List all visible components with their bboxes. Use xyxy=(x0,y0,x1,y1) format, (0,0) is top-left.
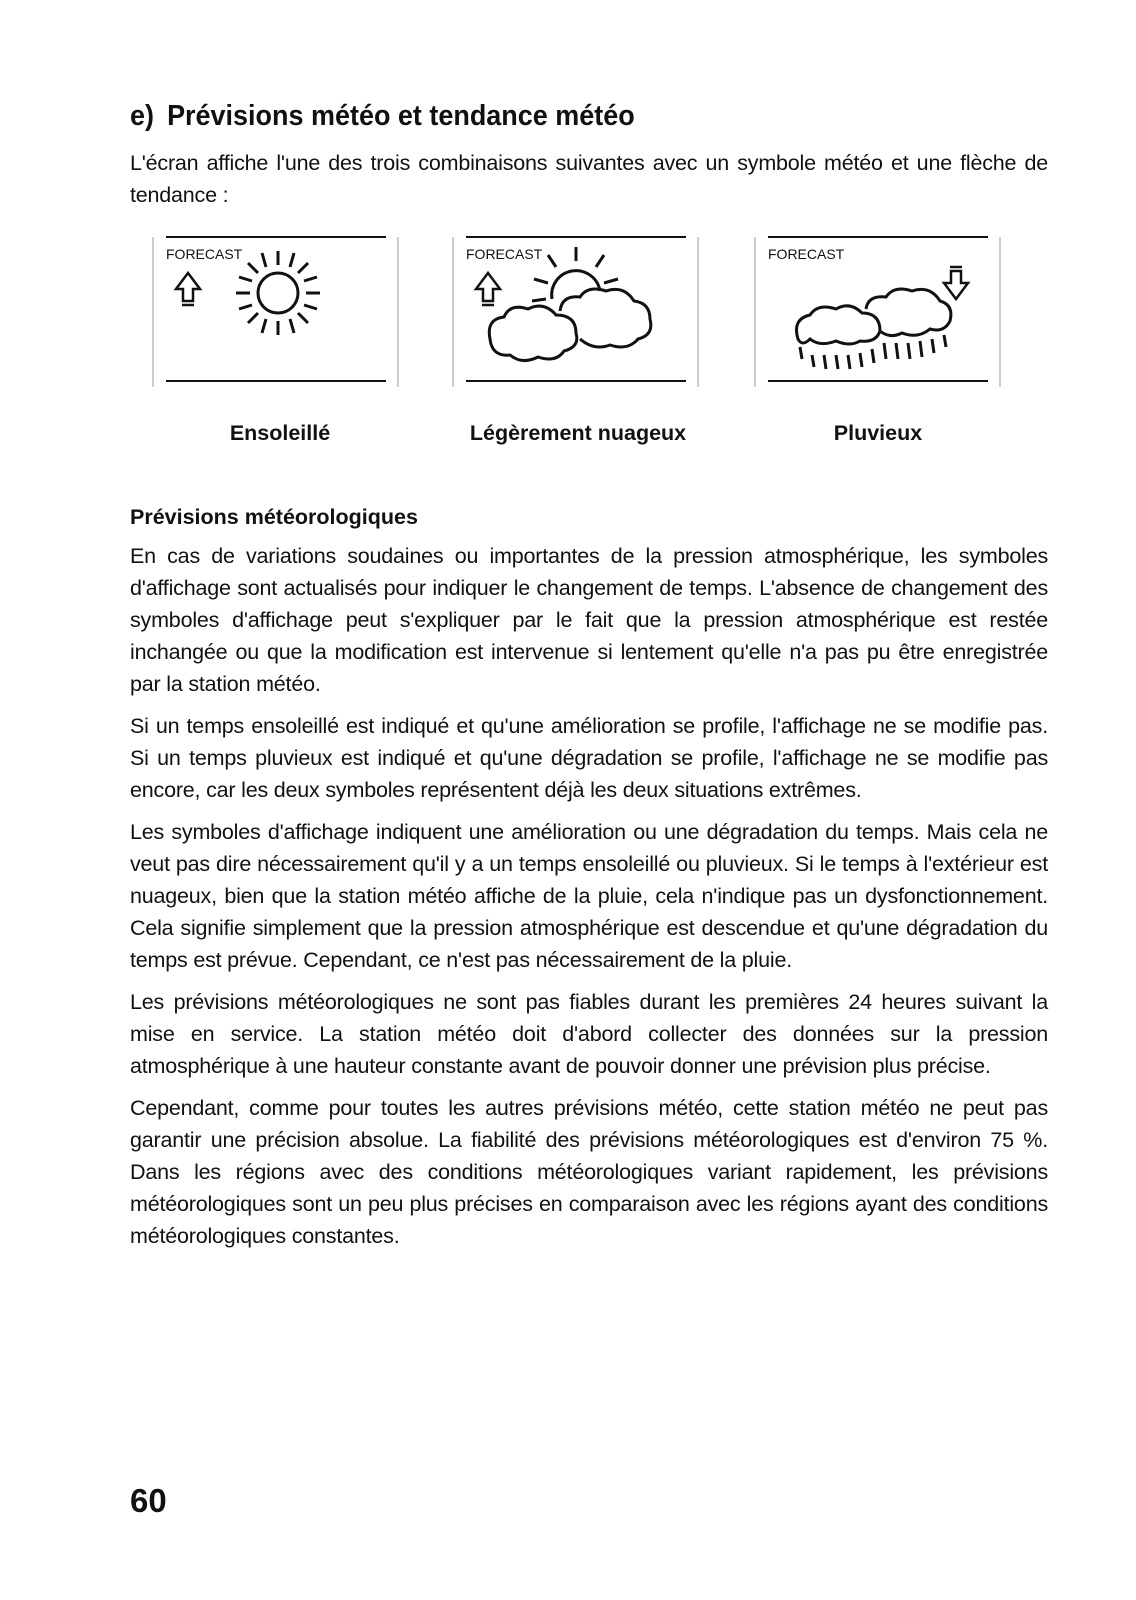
caption-cloudy: Légèrement nuageux xyxy=(469,421,687,445)
forecast-label: FORECAST xyxy=(166,246,243,262)
lcd-frame xyxy=(152,235,402,395)
lcd-frame xyxy=(754,235,1004,395)
paragraph: Les symboles d'affichage indiquent une amélioration ou une dégradation du temps. Mais cela ne veut pas dire nécessairement qu'il y a un temps ensoleillé ou pluvieux. Si le temps à l'extérieur est nuageux, bien que la station météo affiche de la pluie, cela n'indique pas un dysfonctionnement. Cela signifie simplement que la pression atmosphérique est descendue et qu'une dégradation du temps est prévue. Cependant, ce n'est pas nécessairement de la pluie. xyxy=(130,820,1048,972)
page-number: 60 xyxy=(130,1482,167,1519)
intro-text: L'écran affiche l'une des trois combinaisons suivantes avec un symbole météo et une flèche de tendance : xyxy=(130,151,1048,207)
section-title xyxy=(130,100,984,133)
rain-cloud-icon xyxy=(797,289,951,369)
lcd-frame xyxy=(452,235,702,395)
trend-up-arrow-icon xyxy=(476,273,500,305)
forecast-label: FORECAST xyxy=(768,246,845,262)
forecast-panel-cloudy xyxy=(452,235,702,395)
sun-cloud-icon xyxy=(489,247,651,361)
page-content xyxy=(130,100,1048,1252)
caption-rainy: Pluvieux xyxy=(833,421,923,445)
paragraph: Les prévisions météorologiques ne sont pas fiables durant les premières 24 heures suivant la mise en service. La station météo doit d'abord collecter des données sur la pression atmosphérique à une hauteur constante avant de pouvoir donner une prévision plus précise. xyxy=(130,990,1048,1078)
section-title-text: Prévisions météo et tendance météo xyxy=(167,100,635,132)
forecast-panel-sunny xyxy=(152,235,402,395)
forecast-panels xyxy=(130,235,1048,505)
paragraph: En cas de variations soudaines ou importantes de la pression atmosphérique, les symboles d'affichage sont actualisés pour indiquer le changement de temps. L'absence de changement des symboles d'affichage peut s'expliquer par le fait que la pression atmosphérique est restée inchangée ou que la modification est intervenue si lentement qu'elle n'a pas pu être enregistrée par la station météo. xyxy=(130,544,1048,696)
forecasts-heading: Prévisions météorologiques xyxy=(130,505,418,529)
paragraph: Cependant, comme pour toutes les autres prévisions météo, cette station météo ne peut pas garantir une précision absolue. La fiabilité des prévisions météorologiques est d'environ 75 %. Dans les régions avec des conditions météorologiques variant rapidement, les prévisions météorologiques sont un peu plus précises en comparaison avec les régions ayant des conditions météorologiques constantes. xyxy=(130,1096,1048,1248)
sun-icon xyxy=(236,251,320,335)
caption-sunny: Ensoleillé xyxy=(229,421,331,445)
trend-down-arrow-icon xyxy=(944,267,968,299)
trend-up-arrow-icon xyxy=(176,273,200,305)
section-number: e) xyxy=(130,100,154,132)
forecast-panel-rainy xyxy=(754,235,1004,395)
paragraph: Si un temps ensoleillé est indiqué et qu'une amélioration se profile, l'affichage ne se modifie pas. Si un temps pluvieux est indiqué et qu'une dégradation se profile, l'affichage ne se modifie pas encore, car les deux symboles représentent déjà les deux situations extrêmes. xyxy=(130,714,1048,802)
forecast-label: FORECAST xyxy=(466,246,543,262)
